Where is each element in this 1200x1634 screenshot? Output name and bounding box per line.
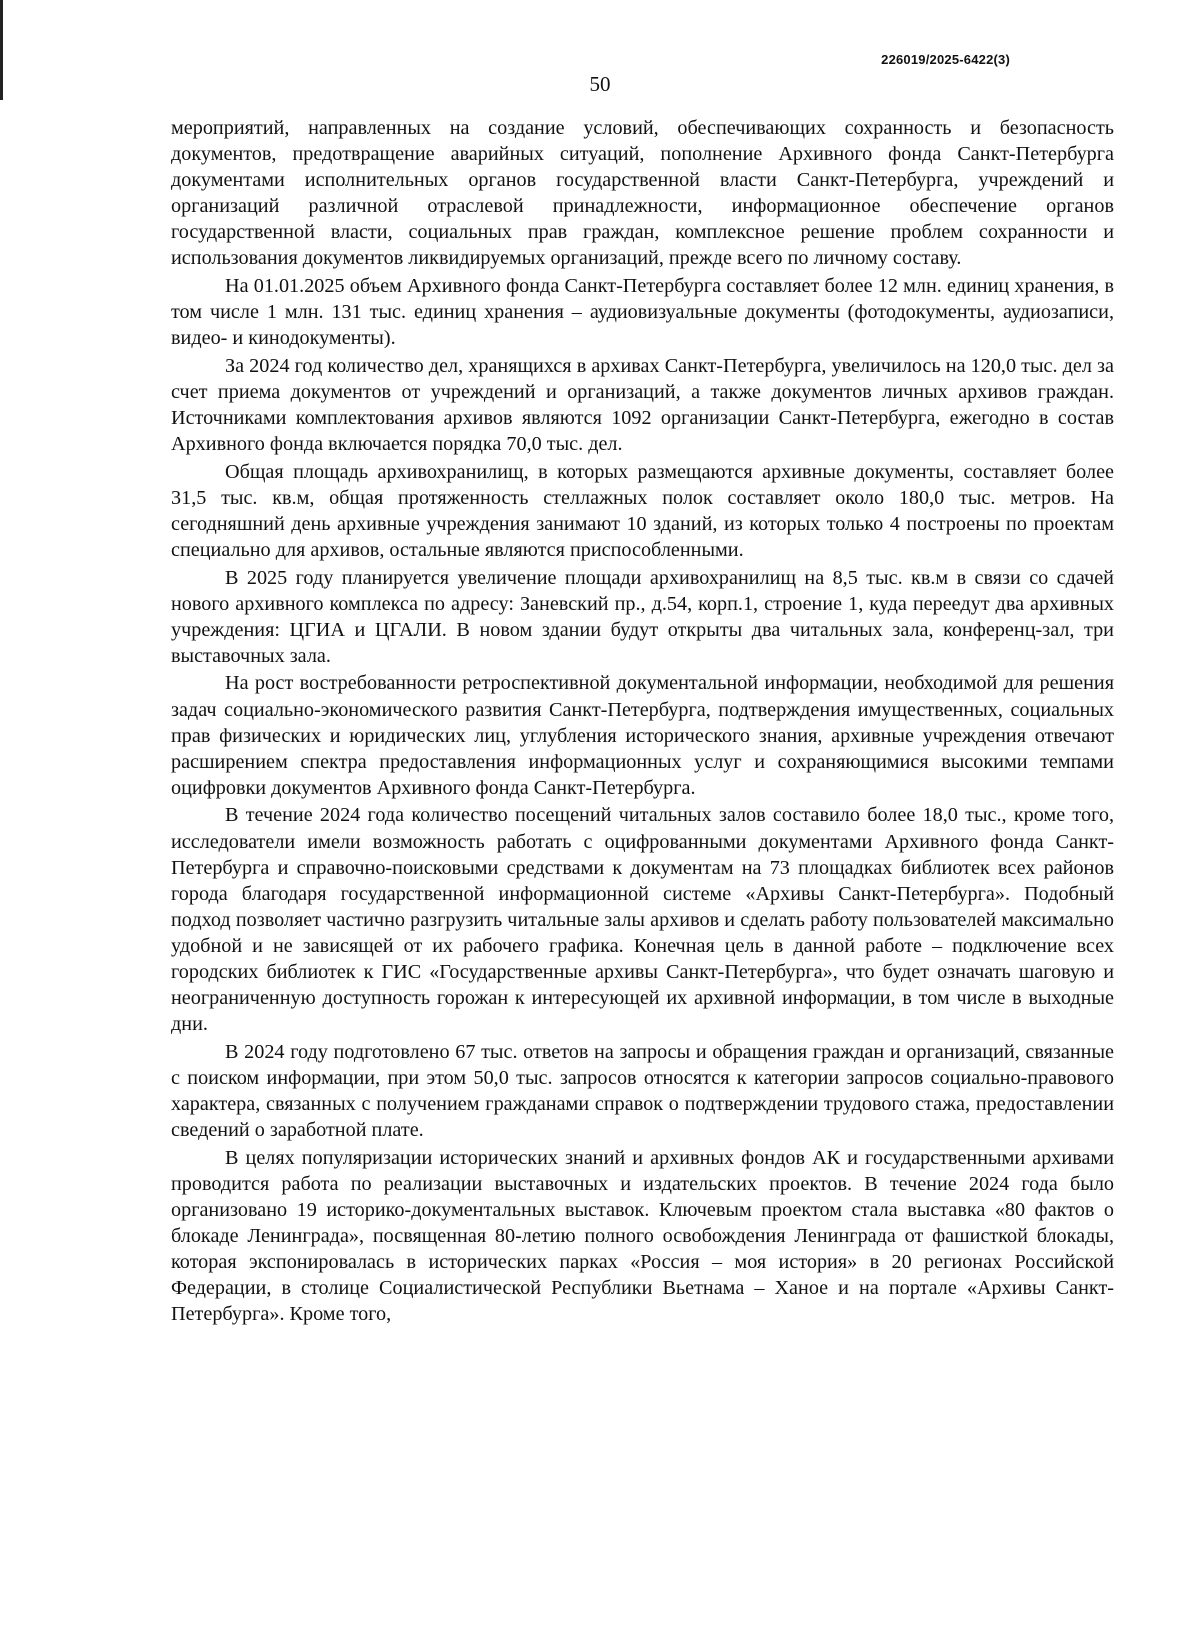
page-number: 50	[589, 72, 611, 96]
paragraph-3: За 2024 год количество дел, хранящихся в архивах Санкт-Петербурга, увеличилось на 120,0 тыс. дел за счет приема документов от учреждений и организаций, а также документов личных архивов граждан. Источниками комплектования архивов являются 1092 организации Санкт-Петербурга, ежегодно в состав Архивного фонда включается порядка 70,0 тыс. дел.	[171, 354, 1114, 456]
paragraph-4: Общая площадь архивохранилищ, в которых размещаются архивные документы, составляет более 31,5 тыс. кв.м, общая протяженность стеллажных полок составляет около 180,0 тыс. метров. На сегодняшний день архивные учреждения занимают 10 зданий, из которых только 4 построены по проектам специально для архивов, остальные являются приспособленными.	[171, 460, 1114, 561]
paragraph-7: В течение 2024 года количество посещений читальных залов составило более 18,0 тыс., кроме того, исследователи имели возможность работать с оцифрованными документами Архивного фонда Санкт-Петербурга и справочно-поисковыми средствами к документам на 73 площадках библиотек всех районов города благодаря государственной информационной системе «Архивы Санкт-Петербурга». Подобный подход позволяет частично разгрузить читальные залы архивов и сделать работу пользователей максимально удобной и не зависящей от их рабочего графика. Конечная цель в данной работе – подключение всех городских библиотек к ГИС «Государственные архивы Санкт-Петербурга», что будет означать шаговую и неограниченную доступность горожан к интересующей их архивной информации, в том числе в выходные дни.	[171, 804, 1114, 1036]
paragraph-1: мероприятий, направленных на создание условий, обеспечивающих сохранность и безопасность документов, предотвращение аварийных ситуаций, пополнение Архивного фонда Санкт-Петербурга документами исполнительных органов государственной власти Санкт-Петербурга, учреждений и организаций различной отраслевой принадлежности, информационное обеспечение органов государственной власти, социальных прав граждан, комплексное решение проблем сохранности и использования документов ликвидируемых организаций, прежде всего по личному составу.	[171, 117, 1114, 270]
document-number: 226019/2025-6422(3)	[881, 52, 1010, 67]
paragraph-2: На 01.01.2025 объем Архивного фонда Санкт-Петербурга составляет более 12 млн. единиц хранения, в том числе 1 млн. 131 тыс. единиц хранения – аудиовизуальные документы (фотодокументы, аудиозаписи, видео- и кинодокументы).	[171, 275, 1114, 350]
paragraph-9: В целях популяризации исторических знаний и архивных фондов АК и государственными архивами проводится работа по реализации выставочных и издательских проектов. В течение 2024 года было организовано 19 историко-документальных выставок. Ключевым проектом стала выставка «80 фактов о блокаде Ленинграда», посвященная 80-летию полного освобождения Ленинграда от фашисткой блокады, которая экспонировалась в исторических парках «Россия – моя история» в 20 регионах Российской Федерации, в столице Социалистической Республики Вьетнама – Ханое и на портале «Архивы Санкт-Петербурга». Кроме того,	[171, 1146, 1114, 1326]
paragraph-8: В 2024 году подготовлено 67 тыс. ответов на запросы и обращения граждан и организаций, связанные с поиском информации, при этом 50,0 тыс. запросов относятся к категории запросов социально-правового характера, связанных с получением гражданами справок о подтверждении трудового стажа, предоставлении сведений о заработной плате.	[171, 1040, 1114, 1142]
paragraph-6: На рост востребованности ретроспективной документальной информации, необходимой для решения задач социально-экономического развития Санкт-Петербурга, подтверждения имущественных, социальных прав физических и юридических лиц, углубления исторического знания, архивные учреждения отвечают расширением спектра предоставления информационных услуг и сохраняющимися высокими темпами оцифровки документов Архивного фонда Санкт-Петербурга.	[171, 672, 1114, 799]
document-body	[171, 115, 1114, 1329]
paragraph-5: В 2025 году планируется увеличение площади архивохранилищ на 8,5 тыс. кв.м в связи со сдачей нового архивного комплекса по адресу: Заневский пр., д.54, корп.1, строение 1, куда переедут два архивных учреждения: ЦГИА и ЦГАЛИ. В новом здании будут открыты два читальных зала, конференц-зал, три выставочных зала.	[171, 566, 1114, 667]
